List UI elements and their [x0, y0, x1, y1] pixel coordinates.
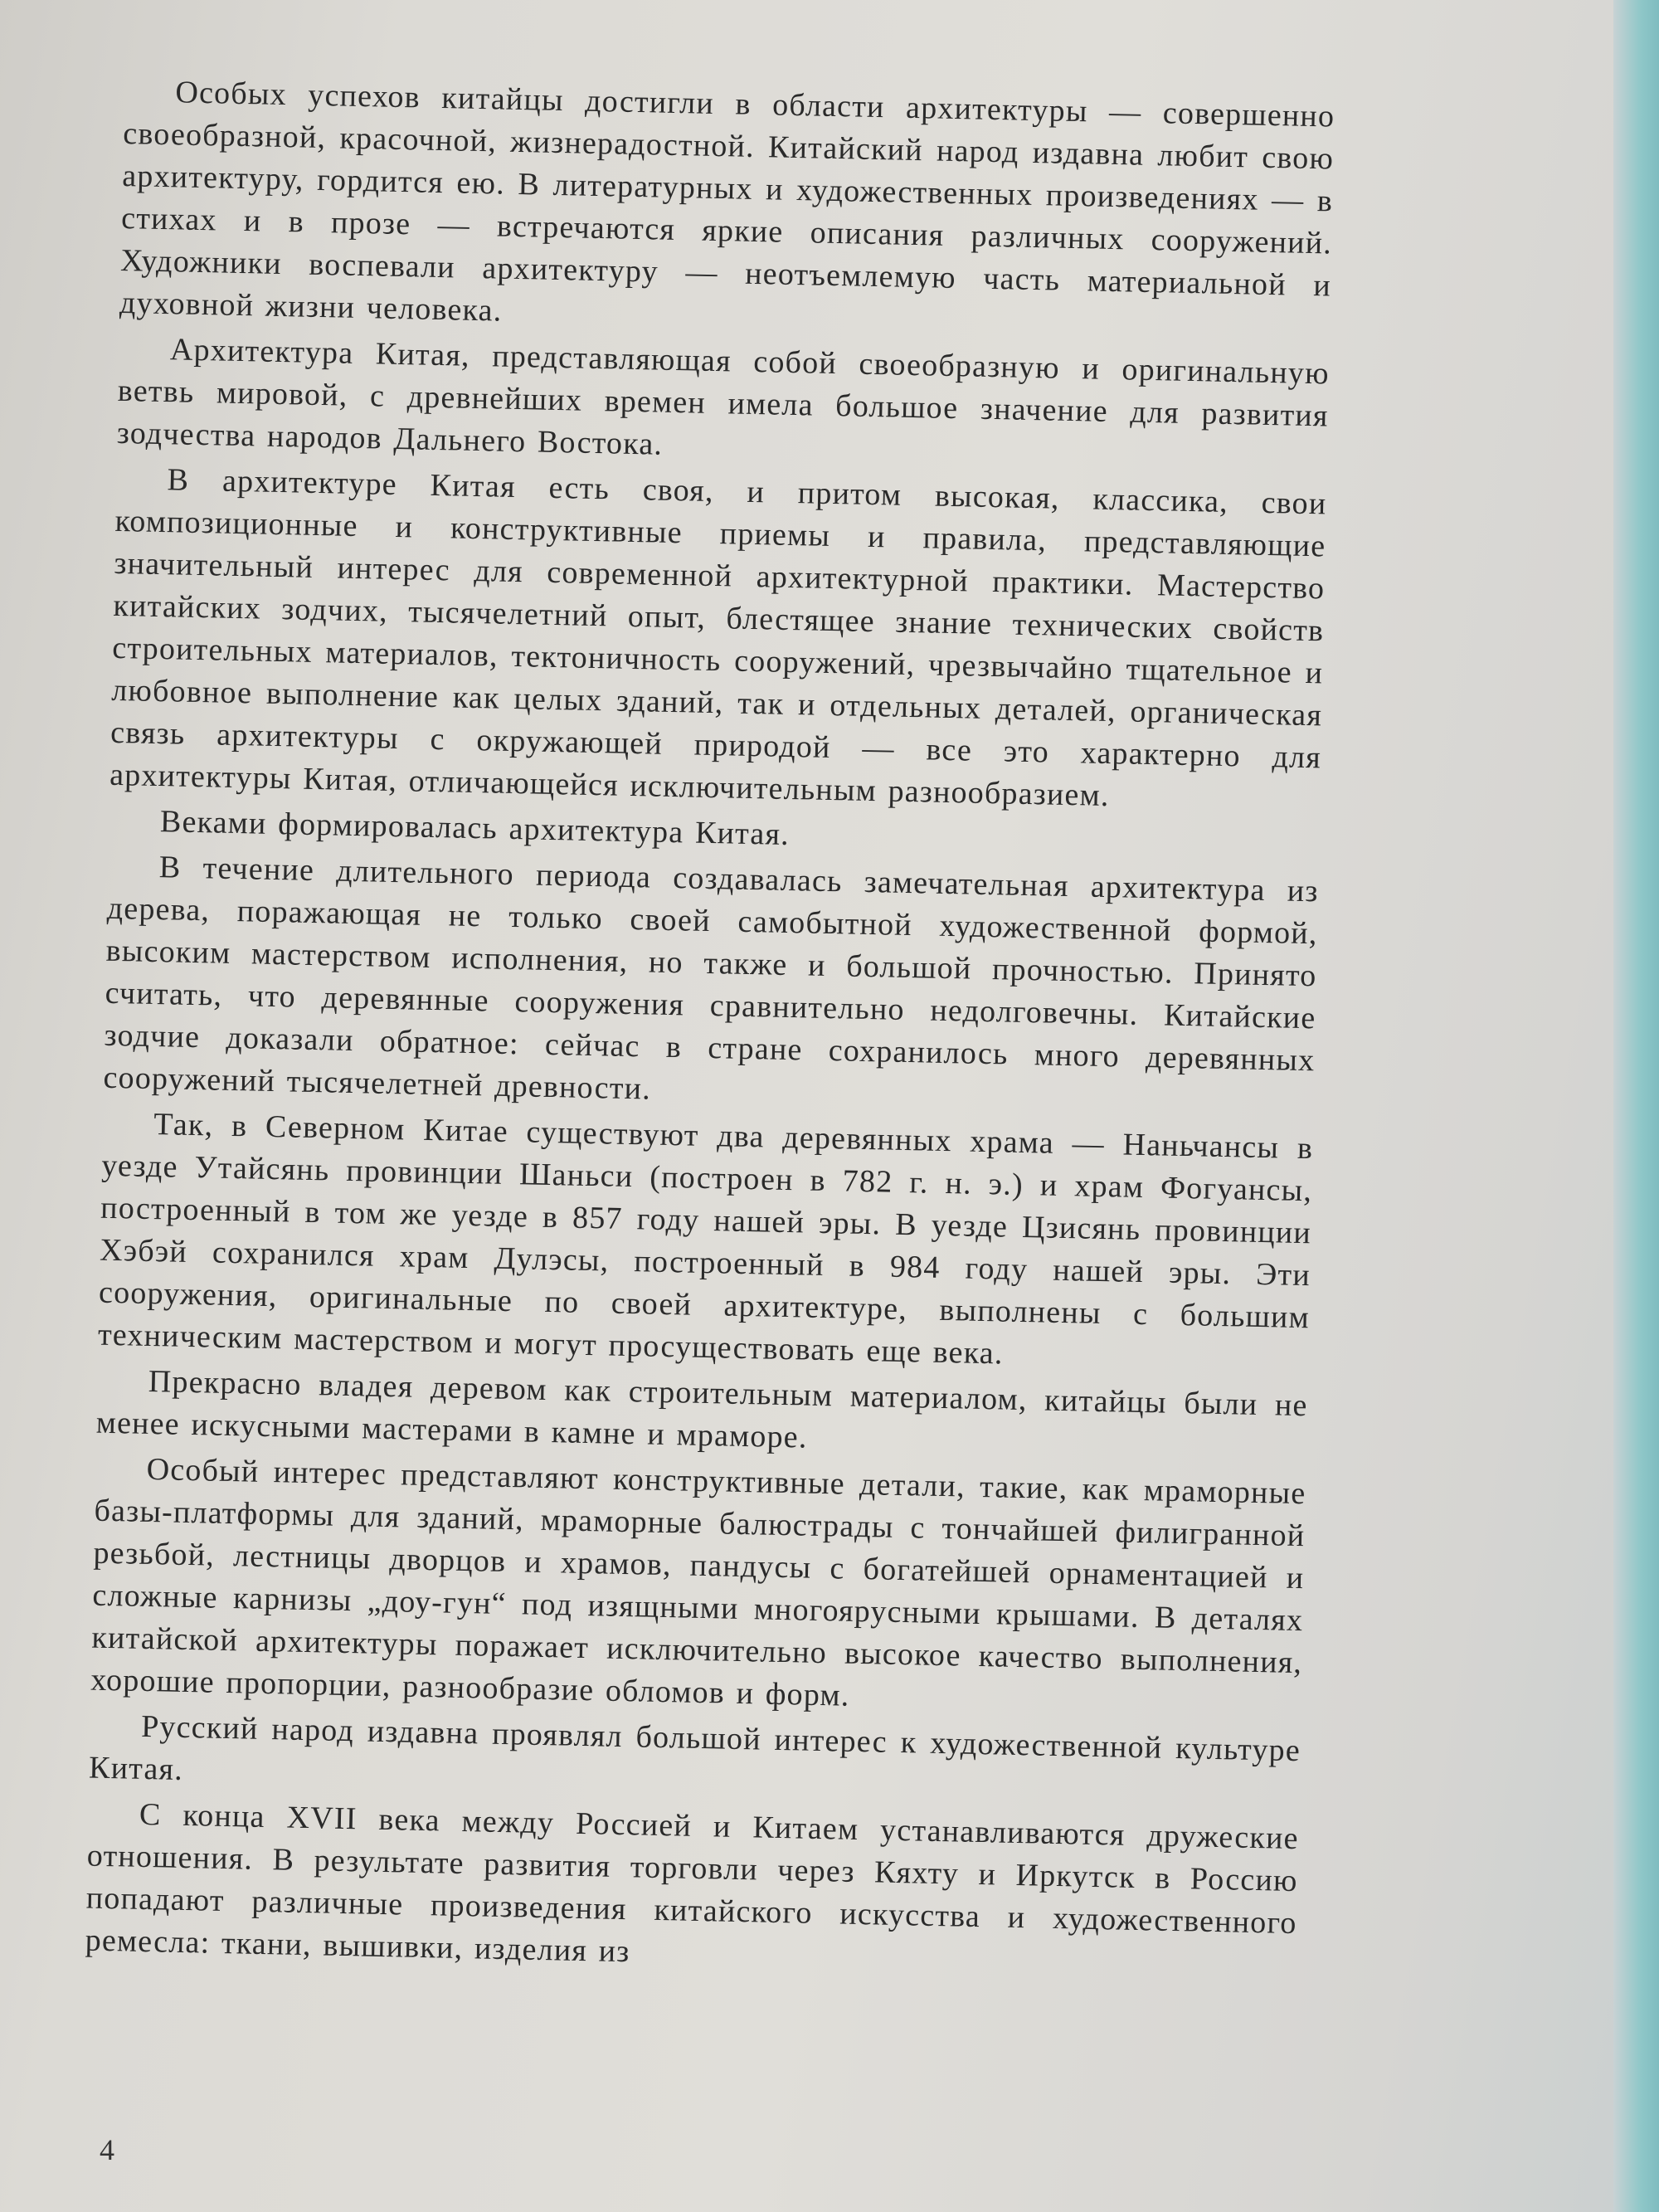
paragraph: В течение длительного периода создавалась замечательная архитектура из дерева, поражающая не только своей самобытной художественной формой, высоким мастерством исполнения, но также и большой прочностью. Принято считать, что деревянные сооружения сравнительно недолговечны. Китайские зодчие доказали обратное: сейчас в стране сохранилось много деревянных сооружений тысячелетней древности.: [103, 850, 1320, 1107]
paragraph: Прекрасно владея деревом как строительным материалом, китайцы были не менее искусными мастерами в камне и мраморе.: [95, 1363, 1309, 1455]
page-number: 4: [100, 2133, 114, 2166]
paragraph: В архитектуре Китая есть своя, и притом высокая, классика, свои композиционные и конструктивные приемы и правила, представляющие значительный интерес для современной архитектурной практики. Мастерство китайских зодчих, тысячелетний опыт, блестящее знание технических свойств строительных материалов, тектоничность сооружений, чрезвычайно тщательное и любовное выполнение как целых зданий, так и отдельных деталей, органическая связь архитектуры с окружающей природой — все это характерно для архитектуры Китая, отличающейся исключительным разнообразием.: [109, 462, 1327, 814]
paragraph: Архитектура Китая, представляющая собой своеобразную и оригинальную ветвь мировой, с древнейших времен имела большое значение для развития зодчества народов Дальнего Востока.: [116, 332, 1331, 462]
paragraph: Так, в Северном Китае существуют два деревянных храма — Наньчансы в уезде Утайсянь провинции Шаньси (построен в 782 г. н. э.) и храм Фогуансы, построенный в том же уезде в 857 году нашей эры. В уезде Цзисянь провинции Хэбэй сохранился храм Дулэсы, построенный в 984 году нашей эры. Эти сооружения, оригинальные по своей архитектуре, выполнены с большим техническим мастерством и могут просуществовать еще века.: [97, 1107, 1314, 1372]
paragraph: С конца XVII века между Россией и Китаем устанавливаются дружеские отношения. В результате развития торговли через Кяхту и Иркутск в Россию попадают различные произведения китайского искусства и художественного ремесла: ткани, вышивки, изделия из: [85, 1796, 1300, 1970]
paragraph: Веками формировалась архитектура Китая.: [159, 804, 791, 852]
body-text: [85, 71, 1335, 1990]
paragraph: Русский народ издавна проявлял большой интерес к художественной культуре Китая.: [88, 1708, 1301, 1787]
paragraph: Особых успехов китайцы достигли в области архитектуры — совершенно своеобразной, красочной, жизнерадостной. Китайский народ издавна любит свою архитектуру, гордится ею. В литературных и художественных произведениях — в стихах и в прозе — встречаются яркие описания различных сооружений. Художники воспевали архитектуру — неотъемлемую часть материальной и духовной жизни человека.: [119, 75, 1335, 329]
page-edge: [1613, 0, 1659, 2212]
paragraph: Особый интерес представляют конструктивные детали, такие, как мраморные базы-платформы для зданий, мраморные балюстрады с тончайшей филигранной резьбой, лестницы дворцов и храмов, пандусы с богатейшей орнаментацией и сложные карнизы „доу-гун“ под изящными многоярусными крышами. В деталях китайской архитектуры поражает исключительно высокое качество выполнения, хорошие пропорции, разнообразие обломов и форм.: [90, 1451, 1306, 1713]
